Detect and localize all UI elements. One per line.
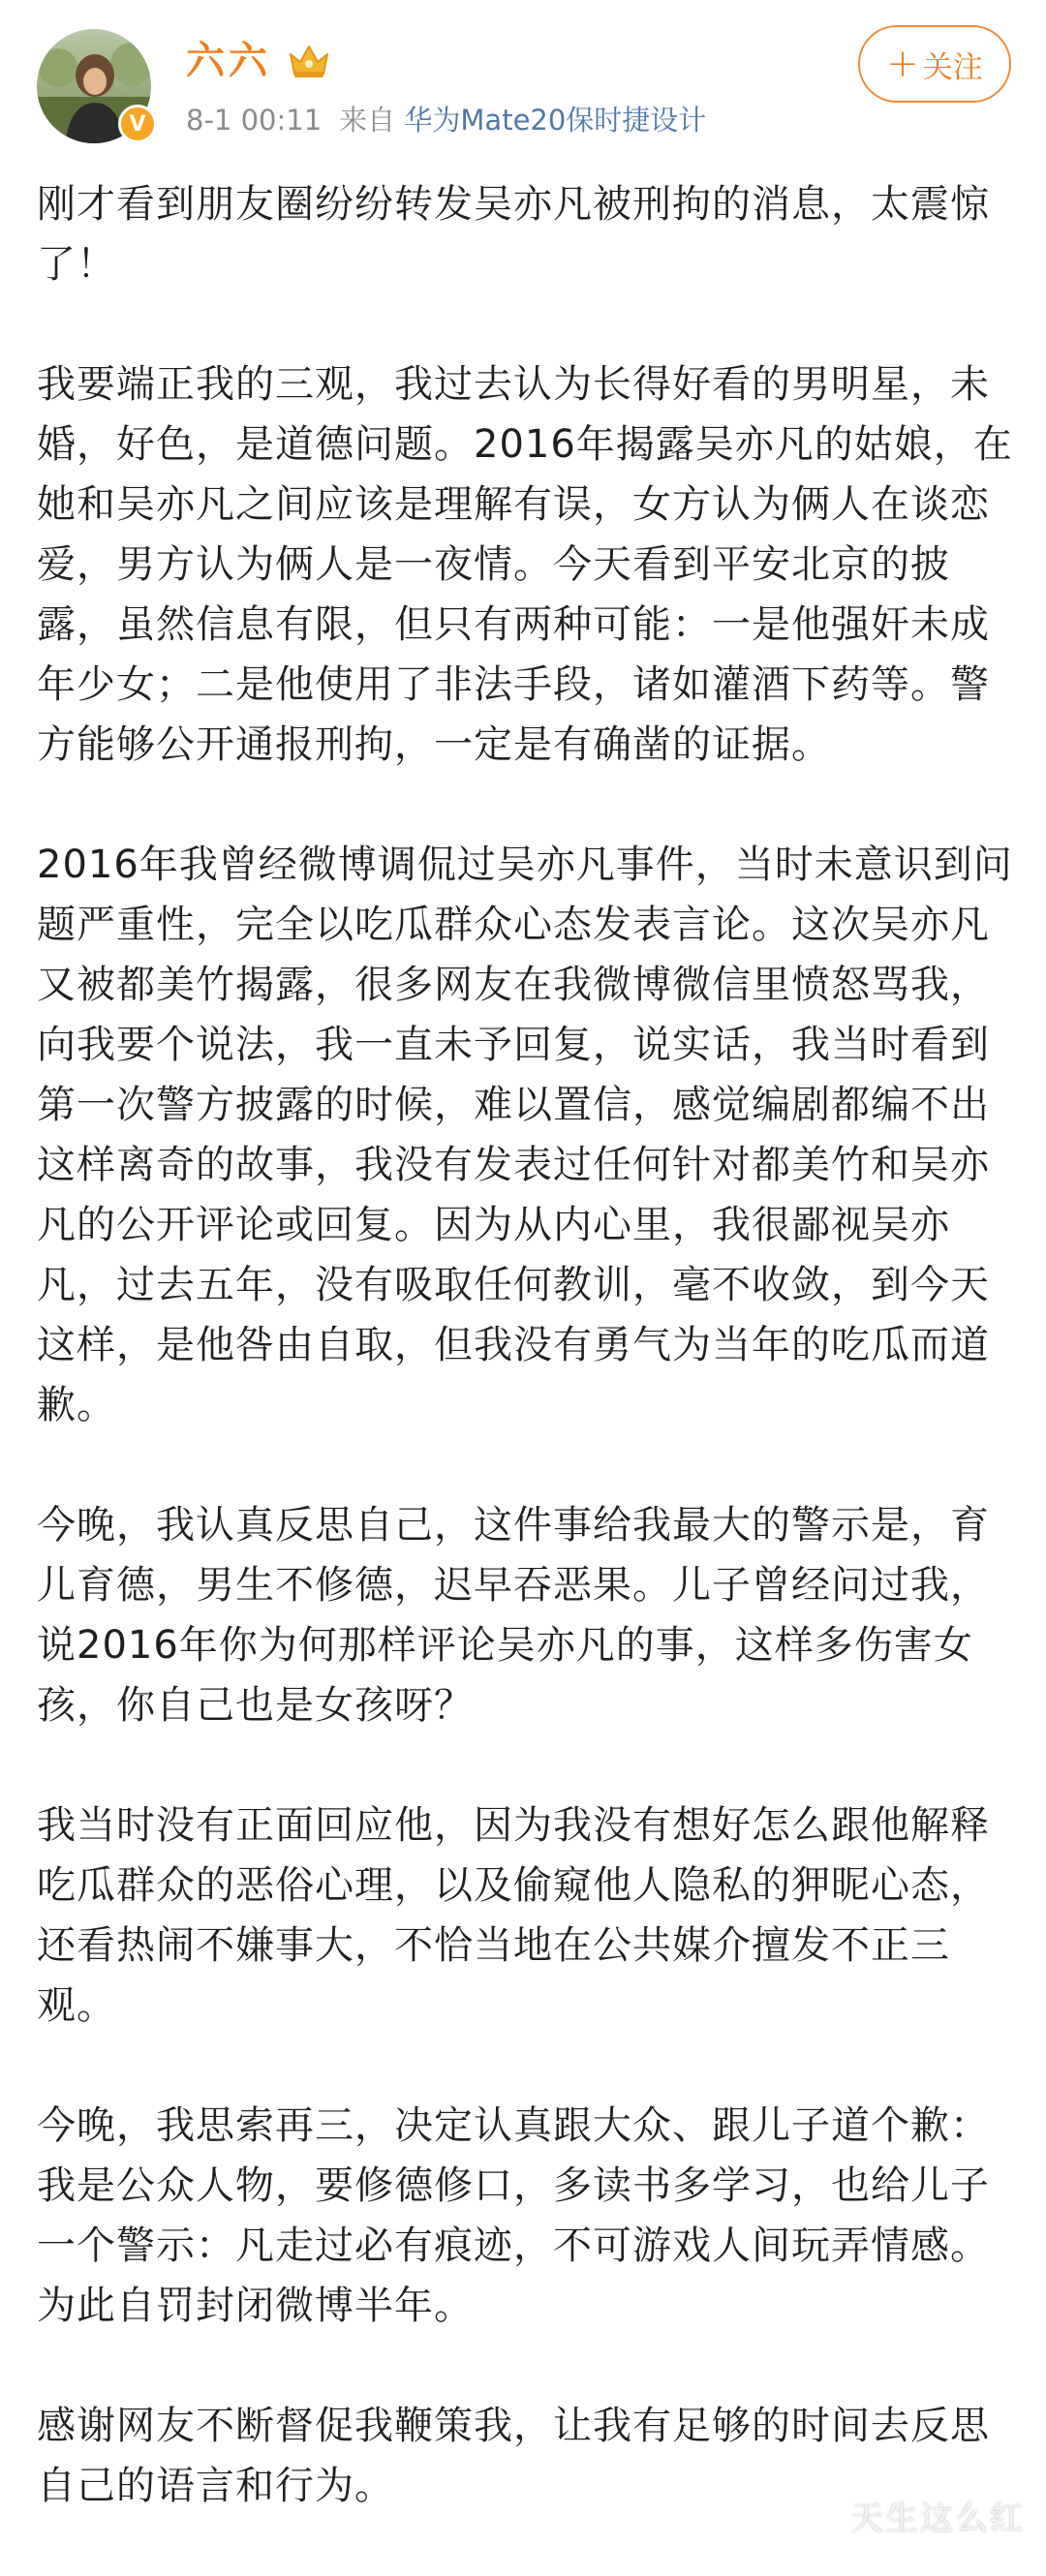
post-header [0, 0, 1046, 155]
post-paragraph: 我当时没有正面回应他，因为我没有想好怎么跟他解释吃瓜群众的恶俗心理，以及偷窥他人隐私的狎昵心态，还看热闹不嫌事大，不恰当地在公共媒介擅发不正三观。 [37, 1803, 990, 2028]
follow-button-label: 关注 [922, 49, 983, 85]
post-source-link[interactable]: 华为Mate20保时捷设计 [404, 104, 707, 137]
from-label: 来自 [339, 104, 396, 137]
crown-icon [287, 41, 331, 79]
plus-icon: + [886, 42, 919, 86]
post-paragraph: 感谢网友不断督促我鞭策我，让我有足够的时间去反思自己的语言和行为。 [37, 2404, 990, 2508]
author-name[interactable]: 六六 [186, 39, 271, 83]
post-paragraph: 今晚，我思索再三，决定认真跟大众、跟儿子道个歉：我是公众人物，要修德修口，多读书多学习，也给儿子一个警示：凡走过必有痕迹，不可游戏人间玩弄情感。为此自罚封闭微博半年。 [37, 2103, 990, 2328]
post-body [37, 174, 1015, 2576]
post-paragraph: 刚才看到朋友圈纷纷转发吴亦凡被刑拘的消息，太震惊了！ [37, 182, 990, 287]
verified-badge-icon: V [118, 105, 157, 143]
follow-button[interactable] [858, 25, 1011, 103]
post-paragraph: 2016年我曾经微博调侃过吴亦凡事件，当时未意识到问题严重性，完全以吃瓜群众心态发表言论。这次吴亦凡又被都美竹揭露，很多网友在我微博微信里愤怒骂我，向我要个说法，我一直未予回复，说实话，我当时看到第一次警方披露的时候，难以置信，感觉编剧都编不出这样离奇的故事，我没有发表过任何针对都美竹和吴亦凡的公开评论或回复。因为从内心里，我很鄙视吴亦凡，过去五年，没有吸取任何教训，毫不收敛，到今天这样，是他咎由自取，但我没有勇气为当年的吃瓜而道歉。 [37, 843, 1013, 1427]
post-time: 8-1 00:11 [186, 104, 323, 137]
post-meta [186, 101, 706, 139]
watermark: 天生这么红 [850, 2499, 1025, 2538]
post-paragraph: 今晚，我认真反思自己，这件事给我最大的警示是，育儿育德，男生不修德，迟早吞恶果。儿子曾经问过我，说2016年你为何那样评论吴亦凡的事，这样多伤害女孩，你自己也是女孩呀？ [37, 1503, 990, 1728]
post-paragraph: 我要端正我的三观，我过去认为长得好看的男明星，未婚，好色，是道德问题。2016年揭露吴亦凡的姑娘，在她和吴亦凡之间应该是理解有误，女方认为俩人在谈恋爱，男方认为俩人是一夜情。今天看到平安北京的披露，虽然信息有限，但只有两种可能：一是他强奸未成年少女；二是他使用了非法手段，诸如灌酒下药等。警方能够公开通报刑拘，一定是有确凿的证据。 [37, 362, 1013, 767]
